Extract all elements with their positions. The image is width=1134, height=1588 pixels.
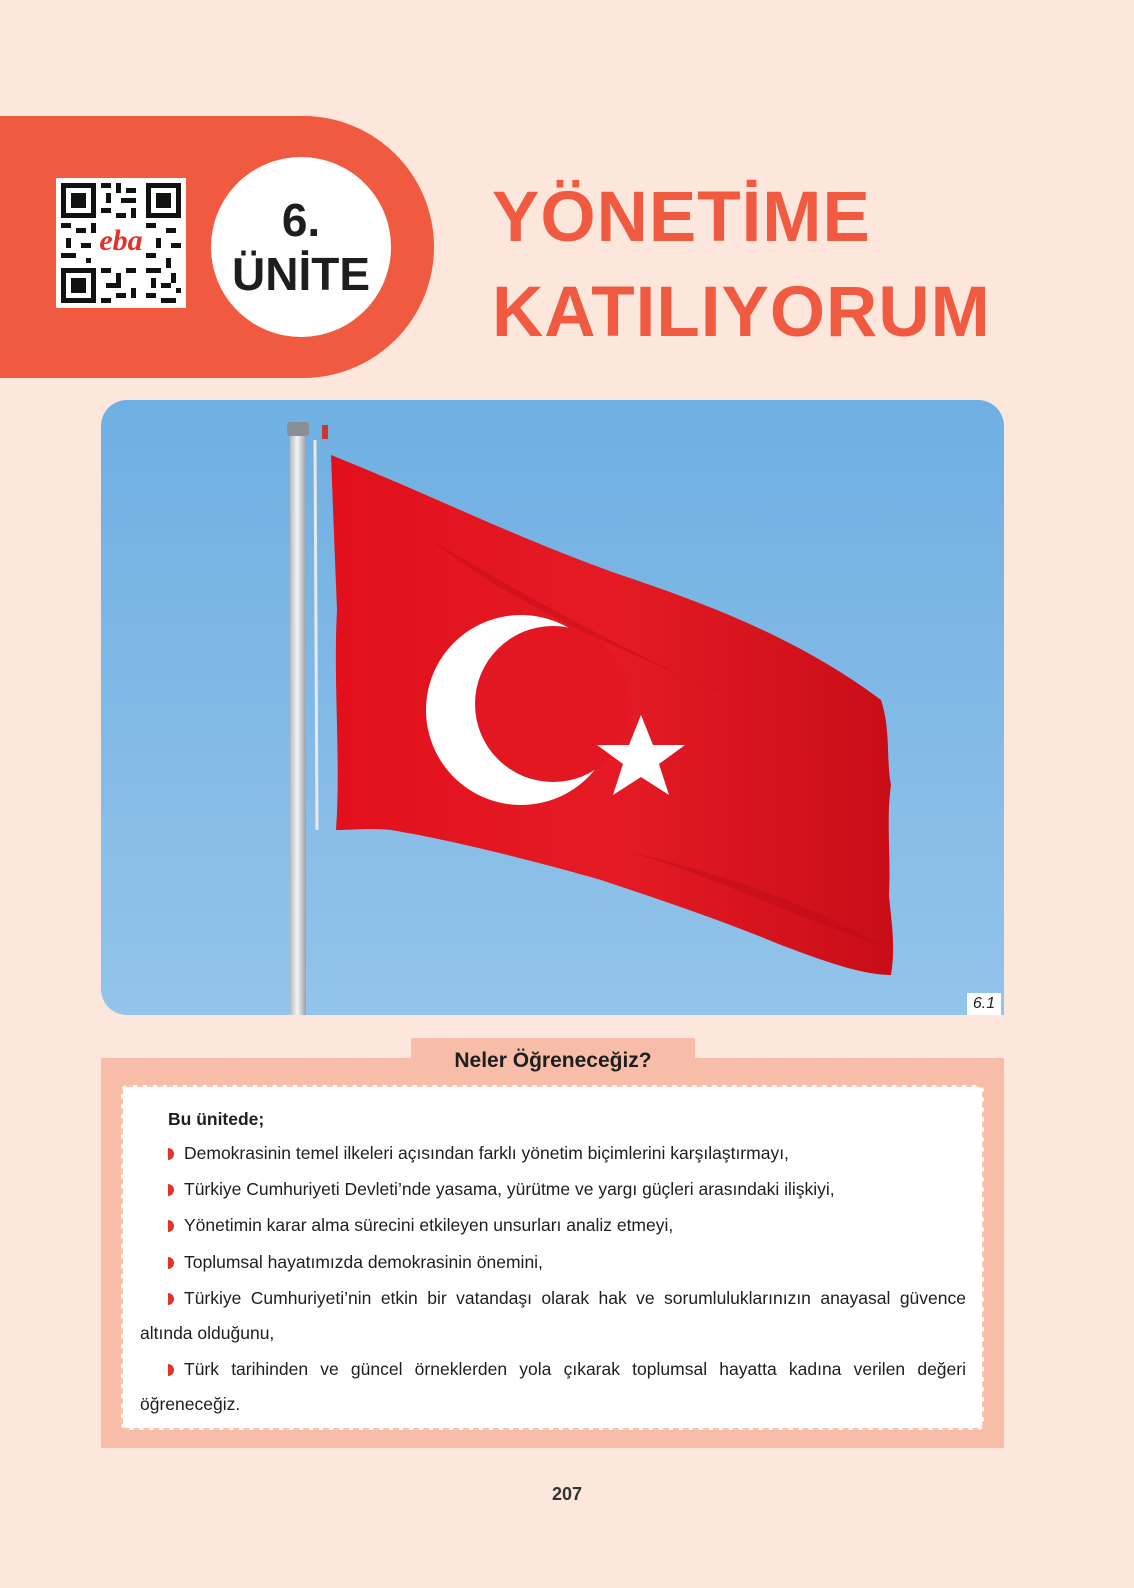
list-item-text: Türk tarihinden ve güncel örneklerden yola çıkarak toplumsal hayatta kadına verilen değeri öğreneceğiz. (140, 1359, 966, 1414)
bullet-icon (168, 1148, 174, 1160)
unit-title (492, 170, 991, 360)
list-item (140, 1136, 966, 1171)
turkish-flag-image (101, 400, 1004, 1015)
eba-logo: eba (99, 224, 143, 257)
unit-label: ÜNİTE (232, 248, 370, 300)
learning-intro: Bu ünitede; (168, 1109, 265, 1129)
list-item-text: Türkiye Cumhuriyeti Devleti’nde yasama, yürütme ve yargı güçleri arasındaki ilişkiyi, (184, 1179, 835, 1199)
learning-objectives-title: Neler Öğreneceğiz? (411, 1038, 695, 1080)
bullet-icon (168, 1257, 174, 1269)
list-item-text: Türkiye Cumhuriyeti’nin etkin bir vatandaşı olarak hak ve sorumluluklarınızın anayasal güvence altında olduğunu, (140, 1288, 966, 1343)
list-item-text: Yönetimin karar alma sürecini etkileyen unsurları analiz etmeyi, (184, 1215, 674, 1235)
bullet-icon (168, 1293, 174, 1305)
list-item (140, 1208, 966, 1243)
list-item (140, 1245, 966, 1280)
list-item (140, 1352, 966, 1422)
unit-number: 6. (281, 194, 321, 246)
bullet-icon (168, 1184, 174, 1196)
list-item-text: Toplumsal hayatımızda demokrasinin önemini, (184, 1252, 543, 1272)
list-item-text: Demokrasinin temel ilkeleri açısından farklı yönetim biçimlerini karşılaştırmayı, (184, 1143, 789, 1163)
bullet-icon (168, 1220, 174, 1232)
unit-title-line-2: KATILIYORUM (492, 273, 991, 352)
page-number: 207 (551, 1484, 583, 1504)
unit-title-line-1: YÖNETİME (492, 178, 871, 257)
photo-caption: 6.1 (967, 993, 1001, 1015)
qr-code[interactable] (56, 178, 186, 308)
flag-photo (101, 400, 1004, 1015)
bullet-icon (168, 1364, 174, 1376)
flag-pole (290, 430, 306, 1015)
list-item (140, 1172, 966, 1207)
unit-badge (211, 157, 391, 337)
list-item (140, 1281, 966, 1351)
